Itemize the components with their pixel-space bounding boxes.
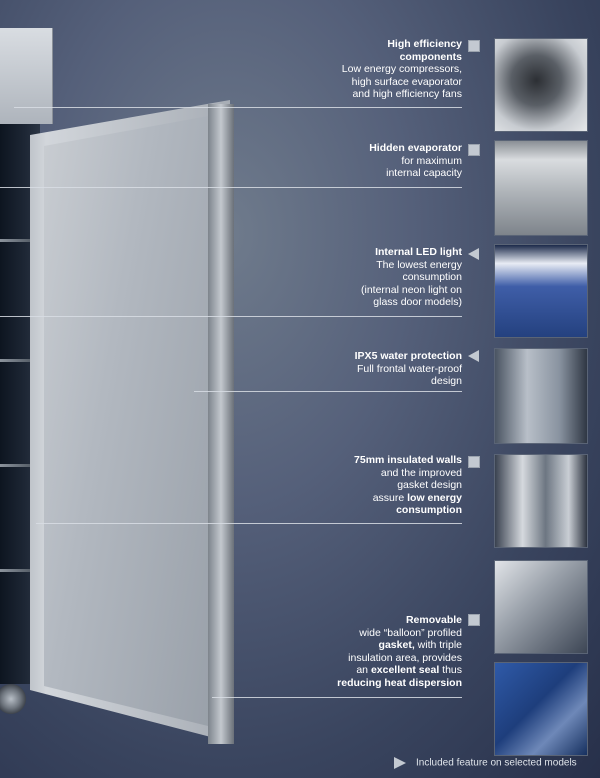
feature-hidden-evaporator bbox=[369, 142, 462, 180]
feature-line: consumption bbox=[402, 271, 462, 283]
leader-line bbox=[0, 316, 462, 317]
feature-line: wide “balloon” profiled bbox=[359, 626, 462, 639]
feature-emphasis: low energy bbox=[407, 491, 462, 504]
feature-line: thus bbox=[439, 664, 462, 676]
feature-line: (internal neon light on bbox=[361, 283, 462, 296]
feature-title: Internal LED light bbox=[375, 246, 462, 258]
feature-high-efficiency bbox=[342, 38, 462, 101]
feature-line: assure bbox=[372, 491, 405, 504]
feature-ipx5 bbox=[355, 350, 462, 388]
feature-title: Hidden evaporator bbox=[369, 142, 462, 154]
feature-line: for maximum bbox=[401, 154, 462, 167]
led-light-photo bbox=[494, 244, 588, 338]
feature-line: design bbox=[431, 375, 462, 387]
leader-line bbox=[14, 107, 462, 108]
feature-led-light bbox=[361, 246, 462, 309]
feature-line: high surface evaporator bbox=[351, 75, 462, 88]
included-feature-square-icon bbox=[468, 40, 480, 52]
evaporator-photo bbox=[494, 140, 588, 236]
caster-wheel bbox=[0, 684, 26, 714]
feature-emphasis: consumption bbox=[396, 504, 462, 516]
feature-line: gasket design bbox=[397, 479, 462, 491]
gasket-profile-photo bbox=[494, 662, 588, 756]
feature-line: insulation area, provides bbox=[348, 651, 462, 664]
feature-line: and the improved bbox=[380, 466, 462, 479]
feature-emphasis: reducing heat dispersion bbox=[337, 676, 462, 689]
selected-models-triangle-icon bbox=[394, 757, 406, 769]
refrigerator-top bbox=[0, 28, 53, 124]
feature-line: an bbox=[356, 664, 371, 676]
feature-line: with triple bbox=[414, 639, 462, 651]
water-protection-photo bbox=[494, 348, 588, 444]
gasket-door-photo bbox=[494, 560, 588, 654]
door-gasket-edge bbox=[208, 104, 234, 744]
door-panel bbox=[44, 116, 208, 726]
insulated-walls-photo bbox=[494, 454, 588, 548]
legend-text: Included feature on selected models bbox=[416, 757, 577, 769]
feature-insulated-walls bbox=[354, 454, 462, 517]
feature-line: and high efficiency fans bbox=[352, 88, 462, 100]
feature-emphasis: gasket, bbox=[378, 639, 415, 651]
feature-title: IPX5 water protection bbox=[354, 350, 462, 362]
feature-line: Low energy compressors, bbox=[341, 63, 462, 75]
feature-title: High efficiency components bbox=[387, 38, 462, 63]
leader-line bbox=[36, 523, 462, 524]
feature-title: 75mm insulated walls bbox=[354, 454, 462, 466]
included-feature-square-icon bbox=[468, 456, 480, 468]
feature-line: Full frontal water-proof bbox=[356, 362, 462, 375]
selected-models-triangle-icon bbox=[468, 350, 479, 362]
selected-models-triangle-icon bbox=[468, 248, 479, 260]
feature-line: internal capacity bbox=[386, 167, 462, 179]
feature-removable-gasket bbox=[337, 614, 462, 689]
included-feature-square-icon bbox=[468, 144, 480, 156]
feature-title: Removable bbox=[405, 614, 462, 626]
leader-line bbox=[212, 697, 462, 698]
leader-line bbox=[194, 391, 462, 392]
feature-emphasis: excellent seal bbox=[370, 664, 440, 676]
leader-line bbox=[0, 187, 462, 188]
compressor-photo bbox=[494, 38, 588, 132]
legend bbox=[394, 757, 577, 769]
included-feature-square-icon bbox=[468, 614, 480, 626]
feature-line: glass door models) bbox=[373, 296, 462, 308]
feature-line: The lowest energy bbox=[376, 258, 462, 271]
